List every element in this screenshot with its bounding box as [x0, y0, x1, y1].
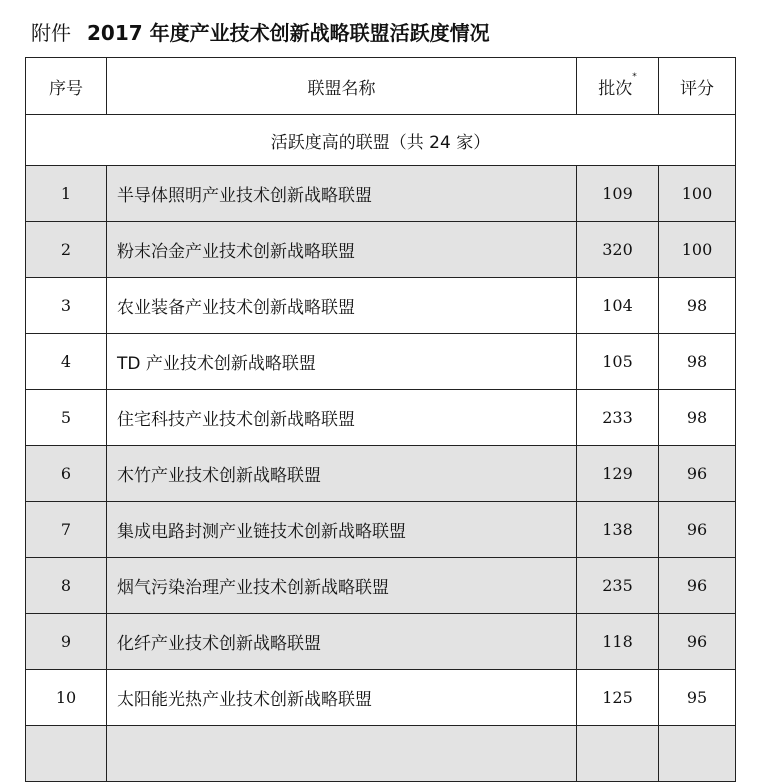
row-batch: 233	[577, 390, 659, 446]
header-batch-label: 批次	[598, 78, 633, 99]
alliance-activity-table	[25, 57, 736, 782]
row-batch: 118	[577, 614, 659, 670]
row-score: 98	[659, 278, 736, 334]
row-batch: 235	[577, 558, 659, 614]
table-row	[26, 390, 736, 446]
row-alliance-name: 烟气污染治理产业技术创新战略联盟	[107, 558, 577, 614]
table-row	[26, 334, 736, 390]
table-row	[26, 446, 736, 502]
row-alliance-name: 木竹产业技术创新战略联盟	[107, 446, 577, 502]
row-score	[659, 726, 736, 782]
table-row	[26, 558, 736, 614]
table-row	[26, 670, 736, 726]
row-score: 98	[659, 334, 736, 390]
row-index: 1	[26, 166, 107, 222]
row-batch	[577, 726, 659, 782]
row-alliance-name: 集成电路封测产业链技术创新战略联盟	[107, 502, 577, 558]
header-name: 联盟名称	[107, 58, 577, 115]
header-score: 评分	[659, 58, 736, 115]
row-index: 10	[26, 670, 107, 726]
row-index: 9	[26, 614, 107, 670]
attachment-label: 附件	[31, 21, 71, 45]
row-score: 96	[659, 558, 736, 614]
row-alliance-name: 农业装备产业技术创新战略联盟	[107, 278, 577, 334]
row-score: 100	[659, 166, 736, 222]
row-alliance-name: 半导体照明产业技术创新战略联盟	[107, 166, 577, 222]
row-score: 96	[659, 446, 736, 502]
section-label: 活跃度高的联盟（共 24 家）	[26, 115, 736, 166]
row-score: 98	[659, 390, 736, 446]
row-index: 7	[26, 502, 107, 558]
table-row	[26, 726, 736, 782]
row-alliance-name: 粉末冶金产业技术创新战略联盟	[107, 222, 577, 278]
document-title: 2017 年度产业技术创新战略联盟活跃度情况	[87, 21, 490, 45]
row-alliance-name	[107, 726, 577, 782]
row-alliance-name: 住宅科技产业技术创新战略联盟	[107, 390, 577, 446]
row-batch: 105	[577, 334, 659, 390]
row-index: 5	[26, 390, 107, 446]
header-batch	[577, 58, 659, 115]
table-row	[26, 222, 736, 278]
row-batch: 125	[577, 670, 659, 726]
row-batch: 104	[577, 278, 659, 334]
row-alliance-name: 太阳能光热产业技术创新战略联盟	[107, 670, 577, 726]
table-header-row	[26, 58, 736, 115]
row-batch: 138	[577, 502, 659, 558]
table-row	[26, 166, 736, 222]
row-alliance-name: 化纤产业技术创新战略联盟	[107, 614, 577, 670]
header-batch-footnote-mark: *	[632, 71, 637, 82]
row-alliance-name: TD 产业技术创新战略联盟	[107, 334, 577, 390]
table-row	[26, 614, 736, 670]
header-index: 序号	[26, 58, 107, 115]
row-index: 2	[26, 222, 107, 278]
row-batch: 129	[577, 446, 659, 502]
row-index	[26, 726, 107, 782]
row-score: 96	[659, 614, 736, 670]
row-batch: 109	[577, 166, 659, 222]
row-index: 4	[26, 334, 107, 390]
row-index: 3	[26, 278, 107, 334]
row-batch: 320	[577, 222, 659, 278]
row-score: 100	[659, 222, 736, 278]
row-score: 95	[659, 670, 736, 726]
table-row	[26, 278, 736, 334]
row-score: 96	[659, 502, 736, 558]
table-row	[26, 502, 736, 558]
row-index: 6	[26, 446, 107, 502]
page-title	[31, 17, 490, 49]
section-header-row	[26, 115, 736, 166]
row-index: 8	[26, 558, 107, 614]
